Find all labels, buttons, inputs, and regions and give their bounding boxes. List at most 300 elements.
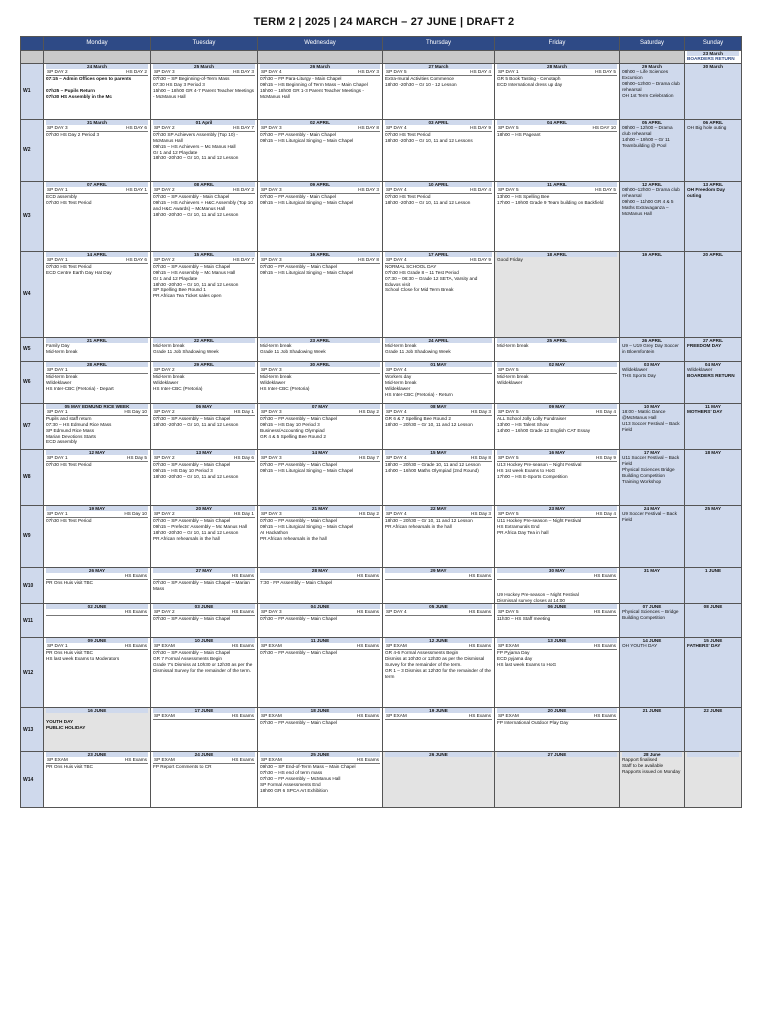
cycle-day-row — [153, 257, 255, 264]
day-date: 29 APRIL — [153, 362, 255, 367]
event-line: 07h25 – Pupils Return — [46, 87, 95, 93]
day-cell — [685, 752, 742, 808]
day-header-tuesday: Tuesday — [151, 37, 258, 51]
hs-cycle-day: HS DAY 3 — [233, 69, 254, 74]
day-date: 10 MAY — [622, 404, 682, 409]
cycle-day-row — [385, 573, 492, 580]
event-line: 07:30 HS Day 3 Period 3 — [153, 81, 205, 87]
day-date: 12 APRIL — [622, 182, 682, 187]
day-date: 25 MAY — [687, 506, 739, 511]
sp-cycle-day: SP DAY 2 — [154, 125, 175, 130]
day-date: 24 APRIL — [385, 338, 492, 343]
event-line: 13h00 – HS Spelling Bee — [497, 193, 550, 199]
event-line: U9 Hockey Pre-season – Night Festival — [497, 591, 579, 597]
event-line: 09h15 – HS Assembly – Mc Manus Hall — [153, 269, 236, 275]
hs-cycle-day: HS Day 10 — [124, 409, 147, 414]
pre-term-cell — [383, 51, 495, 64]
sp-cycle-day: SP EXAM — [261, 643, 282, 649]
day-date: 31 MAY — [622, 568, 682, 573]
cycle-day-row — [153, 609, 255, 616]
event-line: 18h30 -20h30 – Gr 10, 11 and 12 Lesson — [153, 211, 239, 217]
sp-cycle-day: SP DAY 3 — [261, 257, 282, 262]
event-line: HS Inter-CBC (Pretoria) — [153, 385, 203, 391]
hs-cycle-day: HS Exams — [356, 757, 379, 763]
day-cell — [44, 752, 151, 808]
event-line: ECD pyjama day — [497, 656, 533, 662]
day-date: 29 March — [622, 64, 682, 69]
hs-cycle-day: HS Exams — [593, 713, 616, 719]
event-line: 17h00 – HS E-Sports Competition — [497, 473, 568, 479]
cycle-day-row — [497, 125, 617, 132]
event-line: OH 1st Term Celebration — [622, 92, 674, 98]
hs-cycle-day: HS Day 1 — [233, 409, 254, 414]
cycle-day-row — [260, 69, 380, 76]
day-header-monday: Monday — [44, 37, 151, 51]
event-line: Mid-term break — [497, 373, 529, 379]
day-date: 18 APRIL — [497, 252, 617, 257]
event-line: 07:30 – HS Edmund Rice Mass — [46, 421, 112, 427]
event-line: GR 4 & 5 Spelling Bee Round 2 — [260, 433, 326, 439]
event-line: 07h30 – SP Assembly – Main Chapel – Marian Mass — [153, 579, 250, 591]
cycle-day-row — [46, 511, 148, 518]
day-date: 26 APRIL — [622, 338, 682, 343]
event-line: 09h15 – HS Achievers + H&C Assembly (Top 10 and H&C Awards) – McManus Hall — [153, 199, 253, 211]
cycle-day-row — [153, 713, 255, 720]
day-date: 13 MAY — [153, 450, 255, 455]
hs-cycle-day: HS Exams — [231, 609, 254, 615]
day-date: 02 APRIL — [260, 120, 380, 125]
sp-cycle-day: SP DAY 1 — [47, 409, 68, 414]
hs-cycle-day: HS Exams — [356, 713, 379, 719]
day-header-sunday: Sunday — [685, 37, 742, 51]
cycle-day-row — [46, 257, 148, 264]
hs-cycle-day: HS Exams — [356, 573, 379, 578]
event-line: FP International Outdoor Play Day — [497, 720, 569, 726]
day-cell — [44, 362, 151, 404]
week-row — [21, 120, 742, 182]
event-line: 07h30 SP Achievers Assembly (Top 10) - McManus Hall — [153, 131, 238, 143]
hs-cycle-day: HS Exams — [231, 573, 254, 578]
event-line: 14h00 – 19h00 – Gr 11 Teambuilding @ Pool — [622, 136, 670, 148]
event-line: 09h15 – HS Liturgical Singing – Main Chapel — [260, 199, 354, 205]
day-cell — [258, 450, 383, 506]
day-cell — [495, 338, 620, 362]
event-line: Dismissal survey closes at 14:00 — [497, 597, 565, 603]
day-cell — [495, 506, 620, 568]
event-line: 07h30 – SP Assembly – Main Chapel — [153, 461, 231, 467]
day-cell — [44, 450, 151, 506]
event-line: 18h30 -20h30 – Gr 10, 11 and 12 Lesson — [153, 529, 239, 535]
hs-cycle-day: HS DAY 4 — [470, 69, 491, 74]
sp-cycle-day: SP DAY 4 — [386, 125, 407, 130]
day-date: 03 JUNE — [153, 604, 255, 609]
day-cell — [685, 506, 742, 568]
cycle-day-row — [497, 455, 617, 462]
cycle-day-row — [260, 367, 380, 374]
day-cell — [495, 708, 620, 752]
event-line: 09h15 – HS Liturgical Singing – Main Chapel — [260, 269, 354, 275]
cycle-day-row — [153, 511, 255, 518]
cycle-day-row — [260, 643, 380, 650]
day-cell — [495, 120, 620, 182]
event-line: 09h30 – SP End-of-Term Mass – Main Chapel — [260, 764, 356, 770]
event-line: 7:30 - FP Assembly – Main Chapel — [260, 579, 333, 585]
hs-cycle-day: HS DAY 6 — [126, 257, 147, 262]
day-cell — [495, 182, 620, 252]
sp-cycle-day: SP DAY 1 — [47, 643, 68, 649]
day-cell — [258, 506, 383, 568]
day-date: 17 APRIL — [385, 252, 492, 257]
hs-cycle-day: HS DAY 8 — [358, 257, 379, 262]
event-line: 18:00 - Matric Dance — [622, 409, 666, 414]
event-line: 18h30 – 20h30 – Gr 10, 11 and 12 Lesson — [385, 517, 473, 523]
day-cell — [383, 362, 495, 404]
pre-term-cell — [151, 51, 258, 64]
event-line: School Close for Mid Term Break — [385, 287, 454, 293]
day-cell — [620, 568, 685, 604]
day-cell — [620, 506, 685, 568]
day-date: 28 APRIL — [46, 362, 148, 367]
day-date: 07 JUNE — [622, 604, 682, 609]
day-date: 26 MAY — [46, 568, 148, 573]
cycle-day-row — [153, 409, 255, 416]
event-line: Wildeklawer — [622, 367, 648, 372]
event-line: 09h15 – HS Achievers – Mc Manus Hall — [153, 143, 236, 149]
event-line: Grade 7's Dismiss at 10h30 or 12h30 as per the Dismissal Survey for the remainder of the term. — [153, 662, 253, 673]
day-date: 04 JUNE — [260, 604, 380, 609]
day-cell — [44, 120, 151, 182]
event-line: THS Sports Day — [622, 372, 656, 378]
hs-cycle-day: HS DAY 7 — [233, 257, 254, 262]
week-row — [21, 752, 742, 808]
event-line: 18h00 GR 6 SPCA Art Exhibition — [260, 787, 328, 793]
day-date: 15 MAY — [385, 450, 492, 455]
day-cell — [620, 404, 685, 450]
hs-cycle-day: HS Exams — [231, 713, 254, 719]
day-date: 29 MAY — [385, 568, 492, 573]
event-line: 08h00–12h00 – Drama club rehearsal — [622, 80, 680, 92]
sp-cycle-day: SP DAY 2 — [47, 69, 68, 74]
day-cell — [258, 752, 383, 808]
event-line: @McManus Hall — [622, 414, 657, 420]
event-line: U9 – U19 Grey Day Soccer in Bloemfontein — [622, 343, 679, 354]
day-cell — [151, 708, 258, 752]
event-line: 15h00 – 18h00 GR 4-7 Parent Teacher Meetings - McManus Hall — [153, 87, 255, 99]
day-cell — [685, 450, 742, 506]
event-line: Wildeklawer — [687, 367, 713, 372]
event-line: HS Inter-CBC (Pretoria) - Depart — [46, 385, 114, 391]
day-date: 27 MAY — [153, 568, 255, 573]
sp-cycle-day: SP DAY 4 — [386, 257, 407, 262]
hs-cycle-day: HS Day 2 — [358, 511, 379, 516]
day-date: 21 JUNE — [622, 708, 682, 713]
event-line: Rapport finalised — [622, 757, 658, 763]
hs-cycle-day: HS DAY 7 — [233, 125, 254, 130]
day-cell — [620, 182, 685, 252]
event-line: Wildeklawer — [46, 379, 72, 385]
week-row — [21, 708, 742, 752]
day-cell — [495, 252, 620, 338]
hs-cycle-day: HS Exams — [231, 757, 254, 763]
event-line: HS Inter-CBC (Pretoria) — [260, 385, 310, 391]
event-line: 14h00 – 16h00 Maths Olympiad (2nd Round) — [385, 467, 479, 473]
event-line: GR 7 Formal Assessments Begin — [153, 656, 223, 662]
event-line: SP Edmund Rice Mass — [46, 427, 95, 433]
event-line: PR Africa Day Tea in hall — [497, 529, 549, 535]
day-date: 05 APRIL — [622, 120, 682, 125]
day-cell — [620, 64, 685, 120]
event-line: 18h30 -20h30 – Gr 10, 11 and 12 Lesson — [153, 473, 239, 479]
event-line: 07h30 – FP Assembly - Main Chapel — [260, 193, 336, 199]
day-date: 01 MAY — [385, 362, 492, 367]
sp-cycle-day: SP DAY 4 — [386, 409, 407, 414]
hs-cycle-day: HS DAY 3 — [358, 69, 379, 74]
day-date: 28 June — [622, 752, 682, 757]
day-cell — [258, 604, 383, 638]
day-cell — [383, 450, 495, 506]
day-cell — [620, 708, 685, 752]
day-cell — [151, 404, 258, 450]
hs-cycle-day: HS Day 8 — [470, 455, 491, 460]
event-line: Wildeklawer — [497, 379, 523, 385]
hs-cycle-day: HS Day 2 — [358, 409, 379, 414]
hs-cycle-day: HS DAY 2 — [126, 69, 147, 74]
cycle-day-row — [153, 69, 255, 76]
event-line: Physical Sciences Bridge Building Competition — [622, 466, 675, 478]
day-cell — [151, 120, 258, 182]
day-date: 06 MAY — [153, 404, 255, 409]
day-cell — [151, 752, 258, 808]
event-line: 18h30 – 20h30 – Gr 10, 11 and 12 Lesson — [385, 421, 473, 427]
sp-cycle-day: SP EXAM — [154, 713, 175, 719]
event-line: Workers day — [385, 373, 412, 379]
event-line: Training Workshop — [622, 478, 662, 484]
sp-cycle-day: SP EXAM — [154, 643, 175, 649]
event-line: 14h00 – 16h00 Grade 12 English CAT Essay — [497, 427, 591, 433]
day-date: 16 APRIL — [260, 252, 380, 257]
sp-cycle-day: SP DAY 2 — [154, 455, 175, 460]
hs-cycle-day: HS Day 6 — [233, 455, 254, 460]
event-line: 08h00 – Life Sciences Excursion — [622, 69, 669, 80]
event-line: 18h30 -20h30 – Gr 10, 11 and 12 Lesson — [153, 281, 239, 287]
pre-term-cell — [258, 51, 383, 64]
hs-cycle-day: HS DAY 9 — [470, 125, 491, 130]
event-line: AI Hackathon — [260, 529, 289, 535]
event-line: Gr 1 and 12 Playdate — [153, 275, 198, 281]
event-line: PR African Tea Ticket sales open — [153, 293, 222, 299]
event-line: OH Freedom Day outing — [687, 187, 726, 198]
day-header-row — [21, 37, 742, 51]
sp-cycle-day: SP DAY 3 — [261, 409, 282, 414]
cycle-day-row — [497, 609, 617, 616]
day-cell — [383, 752, 495, 808]
day-cell — [151, 450, 258, 506]
cycle-day-row — [260, 125, 380, 132]
day-cell — [495, 752, 620, 808]
day-date: 10 JUNE — [153, 638, 255, 643]
cycle-day-row — [385, 367, 492, 374]
cycle-day-row — [153, 367, 255, 374]
event-line: 07h30 HS Test Period — [46, 263, 92, 269]
event-line: U11 Hockey Pre-season – Night Festival — [497, 517, 582, 523]
day-date: 28 March — [497, 64, 617, 69]
day-cell — [44, 404, 151, 450]
day-cell — [258, 338, 383, 362]
hs-cycle-day: HS DAY 6 — [126, 125, 147, 130]
event-line: 11h30 – HS Staff meeting — [497, 616, 551, 622]
event-line: U13 Hockey Pre-season – Night Festival — [497, 461, 582, 467]
day-date: 11 APRIL — [497, 182, 617, 187]
hs-cycle-day: HS DAY 1 — [126, 187, 147, 192]
day-cell — [620, 120, 685, 182]
hs-cycle-day: HS Day 3 — [470, 409, 491, 414]
day-date: 05 JUNE — [385, 604, 492, 609]
day-date: 20 APRIL — [687, 252, 739, 257]
day-date: 16 JUNE — [46, 708, 148, 713]
day-cell — [151, 568, 258, 604]
week-label: W8 — [21, 450, 44, 506]
day-cell — [383, 568, 495, 604]
sp-cycle-day: SP DAY 2 — [154, 367, 175, 372]
cycle-day-row — [46, 757, 148, 764]
week-label: W6 — [21, 362, 44, 404]
day-cell — [44, 568, 151, 604]
day-cell — [44, 708, 151, 752]
day-date: 25 March — [153, 64, 255, 69]
day-cell — [685, 638, 742, 708]
event-line: Mid-term break — [385, 379, 417, 385]
event-line: 07h30 HS Test Period — [46, 199, 92, 205]
hs-cycle-day: HS Exams — [468, 713, 491, 719]
event-line: OH YOUTH DAY — [622, 643, 658, 649]
hs-cycle-day: HS Exams — [124, 609, 147, 615]
day-date: 01 April — [153, 120, 255, 125]
day-cell — [620, 604, 685, 638]
day-cell — [383, 404, 495, 450]
event-line: BOARDERS RETURN — [687, 372, 735, 378]
event-line: FP Report Comments to CR — [153, 764, 212, 770]
event-line: 07h30 – FP Assembly – Main Chapel — [260, 650, 338, 656]
day-date: 16 MAY — [497, 450, 617, 455]
event-line: 07h30 HS Test Period — [385, 193, 431, 199]
day-cell — [495, 64, 620, 120]
event-line: OH Big hole outing — [687, 125, 727, 130]
day-cell — [495, 638, 620, 708]
day-date: 27 APRIL — [687, 338, 739, 343]
day-cell — [383, 506, 495, 568]
day-date: 05 MAY EDMUND RICE WEEK — [46, 404, 148, 409]
day-date: 26 JUNE — [385, 752, 492, 757]
cycle-day-row — [153, 573, 255, 580]
day-cell — [620, 638, 685, 708]
event-line: 18h30 -20h30 – Gr 10 - 12 Lesson — [385, 81, 457, 87]
event-line: Good Friday — [497, 257, 523, 262]
hs-cycle-day: HS Exams — [593, 643, 616, 649]
day-cell — [151, 252, 258, 338]
event-line: FP Pyjama Day — [497, 650, 530, 656]
event-line: 09h15 – HS Beginning of Term Mass – Main Chapel — [260, 81, 368, 87]
day-cell — [44, 638, 151, 708]
sp-cycle-day: SP EXAM — [261, 757, 282, 763]
day-cell — [685, 362, 742, 404]
day-cell — [495, 362, 620, 404]
event-line: Business/Accounting Olympiad — [260, 427, 325, 433]
cycle-day-row — [260, 573, 380, 580]
event-line: Staff to be available — [622, 763, 664, 769]
sp-cycle-day: SP DAY 1 — [47, 367, 68, 372]
cycle-day-row — [46, 125, 148, 132]
day-cell — [685, 568, 742, 604]
day-cell — [620, 362, 685, 404]
hs-cycle-day: HS Day 1 — [233, 511, 254, 516]
sp-cycle-day: SP DAY 4 — [386, 455, 407, 460]
day-cell — [151, 638, 258, 708]
day-date: 26 March — [260, 64, 380, 69]
day-cell — [495, 568, 620, 604]
event-line: 07:30 – 08:30 – Grade 12 SETA, Varsity and Eduvos visit — [385, 275, 478, 287]
event-line: Mid-term break — [260, 343, 292, 348]
day-date: 06 APRIL — [687, 120, 739, 125]
event-line: PR Ons Huis visit TBC — [46, 579, 94, 585]
cycle-day-row — [385, 455, 492, 462]
day-date: 19 JUNE — [385, 708, 492, 713]
cycle-day-row — [260, 609, 380, 616]
event-line: Gr 1 and 12 Playdate — [153, 149, 198, 155]
sp-cycle-day: SP DAY 1 — [498, 69, 519, 74]
event-line: FREEDOM DAY — [687, 343, 722, 348]
event-line: ECD assembly — [46, 193, 77, 199]
day-date: 31 March — [46, 120, 148, 125]
event-line: MOTHERS' DAY — [687, 409, 723, 414]
day-cell — [383, 338, 495, 362]
event-line: 09h15 – HS Liturgical Singing – Main Chapel — [260, 137, 354, 143]
day-date: 18 JUNE — [260, 708, 380, 713]
hs-cycle-day: HS Exams — [468, 573, 491, 578]
event-line: Dismiss at 10h30 or 12h30 as per the Dismissal Survey for the remainder of the term. — [385, 656, 485, 667]
event-line: 09h15 – HS Liturgical Singing – Main Chapel — [260, 523, 354, 529]
day-header-friday: Friday — [495, 37, 620, 51]
week-row — [21, 338, 742, 362]
event-line: 07h30 – FP Assembly – Main Chapel — [260, 415, 338, 421]
event-line: Pupils and staff return — [46, 415, 92, 421]
page-title: TERM 2 | 2025 | 24 MARCH – 27 JUNE | DRAFT 2 — [253, 16, 515, 28]
event-line: Grade 11 Job Shadowing Week — [260, 348, 326, 354]
week-label: W12 — [21, 638, 44, 708]
week-label: W13 — [21, 708, 44, 752]
event-line: ECD assembly — [46, 439, 77, 445]
day-date: 07 APRIL — [46, 182, 148, 187]
event-line: 07h30 – SP Assembly – Main Chapel — [153, 517, 231, 523]
event-line: HS 1st week Exams to HoG — [497, 467, 556, 473]
day-cell — [151, 64, 258, 120]
cycle-day-row — [260, 757, 380, 764]
event-line: ECD Centre Earth Day Hat Day — [46, 269, 112, 275]
hs-cycle-day: HS DAY 5 — [595, 187, 616, 192]
day-cell — [258, 362, 383, 404]
day-cell — [44, 182, 151, 252]
sp-cycle-day: SP DAY 5 — [386, 69, 407, 74]
day-cell — [620, 450, 685, 506]
event-line: 07h30 – FP Assembly – McManus Hall — [260, 776, 341, 781]
week-row — [21, 404, 742, 450]
week-label: W14 — [21, 752, 44, 808]
day-cell — [258, 252, 383, 338]
event-line: Mid-term break — [497, 343, 529, 348]
sp-cycle-day: SP DAY 2 — [154, 187, 175, 192]
day-cell — [685, 708, 742, 752]
event-line: Mid-term break — [153, 343, 185, 348]
event-line: Marian Devotions Starts — [46, 433, 97, 439]
